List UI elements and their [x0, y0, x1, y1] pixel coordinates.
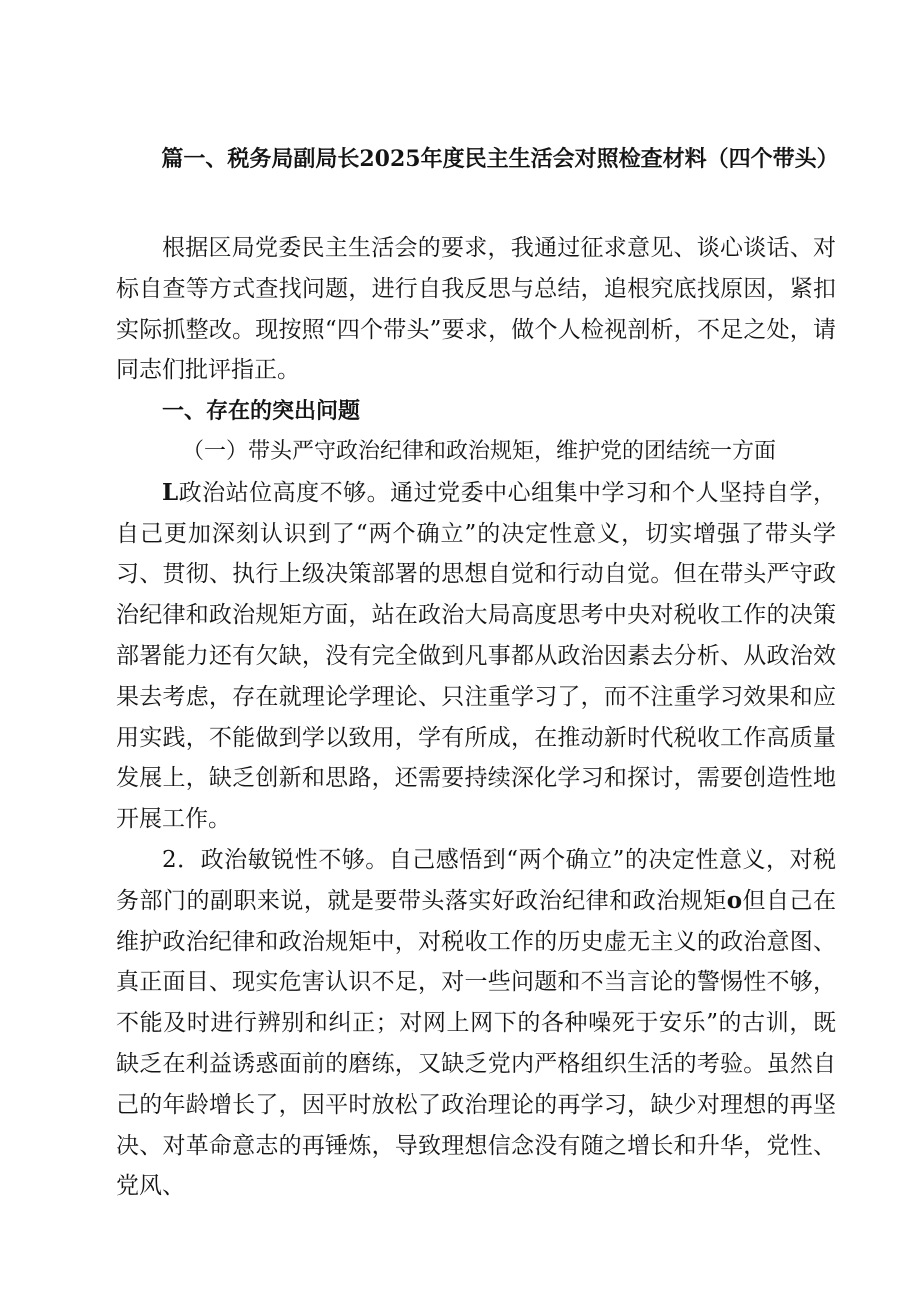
item-2-marker: o [726, 886, 743, 914]
item-2-paragraph [116, 840, 836, 1207]
document-title: 篇一、税务局副局长2025年度民主生活会对照检查材料（四个带头） [161, 146, 839, 172]
intro-paragraph: 根据区局党委民主生活会的要求，我通过征求意见、谈心谈话、对标自查等方式查找问题，进行自我反思与总结，追根究底找原因，紧扣实际抓整改。现按照“四个带头”要求，做个人检视剖析，不足之处，请同志们批评指正。 [116, 235, 836, 384]
item-2-text-b: 但自己在维护政治纪律和政治规矩中，对税收工作的历史虚无主义的政治意图、真正面目、现实危害认识不足，对一些问题和不当言论的警惕性不够，不能及时进行辨别和纠正；对网上网下的各种噪死于安乐”的古训，既缺乏在利益诱惑面前的磨练，又缺乏党内严格组织生活的考验。虽然自己的年龄增长了，因平时放松了政治理论的再学习，缺少对理想的再坚决、对革命意志的再锤炼，导致理想信念没有随之增长和升华，党性、党风、 [116, 887, 837, 1200]
item-1-marker: L [162, 478, 179, 506]
item-1-paragraph [116, 473, 836, 840]
item-1-text: 政治站位高度不够。通过党委中心组集中学习和个人坚持自学，自己更加深刻认识到了“两个确立”的决定性意义，切实增强了带头学习、贯彻、执行上级决策部署的思想自觉和行动自觉。但在带头严守政治纪律和政治规矩方面，站在政治大局高度思考中央对税收工作的决策部署能力还有欠缺，没有完全做到凡事都从政治因素去分析、从政治效果去考虑，存在就理论学理论、只注重学习了，而不注重学习效果和应用实践，不能做到学以致用，学有所成，在推动新时代税收工作高质量发展上，缺乏创新和思路，还需要持续深化学习和探讨，需要创造性地开展工作。 [116, 479, 836, 833]
item-2-text-a: 2．政治敏锐性不够。自己感悟到“两个确立”的决定性意义，对税务部门的副职来说，就是要带头落实好政治纪律和政治规矩 [116, 846, 836, 914]
document-body [116, 228, 836, 1207]
section-heading: 一、存在的突出问题 [162, 398, 361, 425]
subsection-heading: （一）带头严守政治纪律和政治规矩，维护党的团结统一方面 [182, 438, 777, 464]
